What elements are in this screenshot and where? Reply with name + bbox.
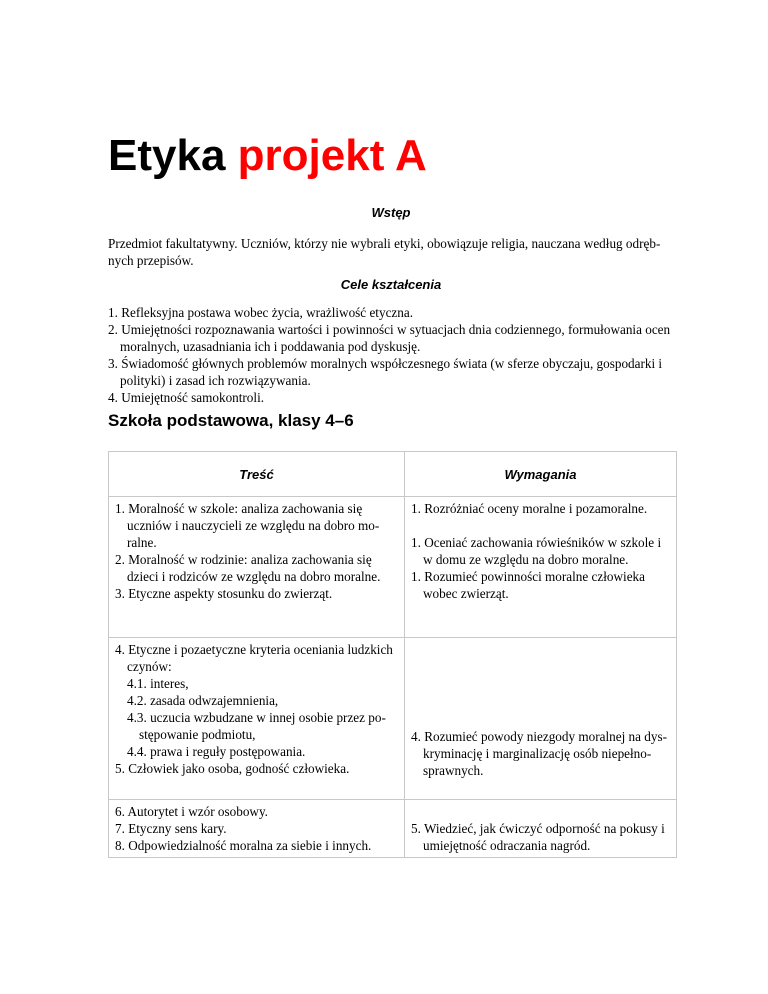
content-list	[115, 500, 398, 602]
content-cell	[109, 800, 405, 858]
goal-item: 3. Świadomość głównych problemów moralnych współczesnego świata (w sferze obyczaju, gospodarki i polityki) i zasad ich rozwiązywania.	[108, 356, 663, 388]
intro-heading: Wstęp	[371, 205, 411, 220]
section-heading: Szkoła podstawowa, klasy 4–6	[108, 411, 354, 430]
content-item: 4. Etyczne i pozaetyczne kryteria oceniania ludzkich czynów:	[115, 642, 393, 674]
requirement-item: 1. Rozumieć powinności moralne człowieka wobec zwierząt.	[411, 569, 646, 601]
content-list	[115, 803, 398, 854]
content-subitem: 4.4. prawa i reguły postępowania.	[127, 744, 306, 759]
table-row	[109, 800, 677, 858]
requirements-list	[411, 500, 670, 602]
title-accent: projekt A	[237, 131, 427, 180]
content-subitem: 4.1. interes,	[127, 676, 189, 691]
requirements-list	[411, 820, 670, 854]
content-item: 5. Człowiek jako osoba, godność człowieka.	[115, 761, 350, 776]
content-item: 6. Autorytet i wzór osobowy.	[115, 804, 268, 819]
goal-item: 2. Umiejętności rozpoznawania wartości i powinności w sytuacjach dnia codziennego, formułowania ocen moralnych, uzasadniania ich i poddawania pod dyskusję.	[108, 322, 671, 354]
requirement-item: 1. Rozróżniać oceny moralne i pozamoralne.	[411, 501, 648, 516]
content-item: 2. Moralność w rodzinie: analiza zachowania się dzieci i rodziców ze względu na dobro moralne.	[115, 552, 381, 584]
requirements-cell	[405, 638, 677, 800]
document-title	[108, 128, 427, 184]
curriculum-table	[108, 451, 677, 858]
table-header-row	[109, 452, 677, 497]
table-row	[109, 497, 677, 638]
requirement-item: 1. Oceniać zachowania rówieśników w szkole i w domu ze względu na dobro moralne.	[411, 535, 662, 567]
goal-item: 1. Refleksyjna postawa wobec życia, wrażliwość etyczna.	[108, 305, 414, 320]
column-header-content: Treść	[109, 452, 405, 497]
content-item: 7. Etyczny sens kary.	[115, 821, 227, 836]
requirements-list	[411, 728, 670, 796]
goals-list	[108, 304, 674, 406]
column-header-requirements: Wymagania	[405, 452, 677, 497]
goals-heading: Cele kształcenia	[340, 277, 442, 292]
content-subitem: 4.3. uczucia wzbudzane w innej osobie przez postępowanie podmiotu,	[127, 710, 386, 742]
content-cell	[109, 497, 405, 638]
requirements-cell	[405, 497, 677, 638]
content-list	[115, 641, 398, 777]
requirement-spacer	[411, 517, 670, 534]
requirements-cell	[405, 800, 677, 858]
intro-text: Przedmiot fakultatywny. Uczniów, którzy nie wybrali etyki, obowiązuje religia, nauczana według odrębnych przepisów.	[108, 236, 661, 268]
requirement-item: 4. Rozumieć powody niezgody moralnej na dyskryminację i marginalizację osób niepełnosprawnych.	[411, 729, 668, 778]
requirement-item: 5. Wiedzieć, jak ćwiczyć odporność na pokusy i umiejętność odraczania nagród.	[411, 821, 665, 853]
content-subitem: 4.2. zasada odwzajemnienia,	[127, 693, 279, 708]
content-item: 3. Etyczne aspekty stosunku do zwierząt.	[115, 586, 333, 601]
table-row	[109, 638, 677, 800]
content-item: 1. Moralność w szkole: analiza zachowania się uczniów i nauczycieli ze względu na dobro moralne.	[115, 501, 380, 550]
content-item: 8. Odpowiedzialność moralna za siebie i innych.	[115, 838, 372, 853]
title-main: Etyka	[108, 131, 226, 180]
content-cell	[109, 638, 405, 800]
goal-item: 4. Umiejętność samokontroli.	[108, 390, 265, 405]
